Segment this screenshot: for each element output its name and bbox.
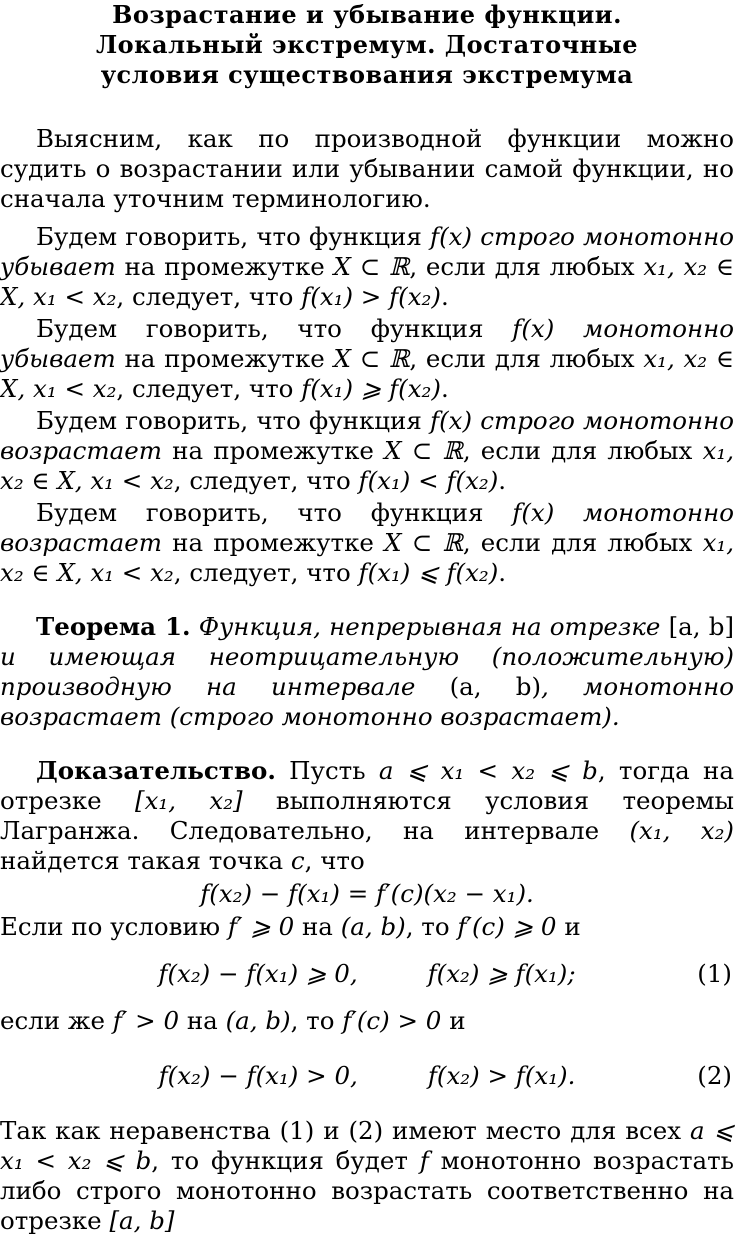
- definition-strictly-decreasing: Будем говорить, что функция f(x) строго монотонно убывает на промежутке X ⊂ ℝ, если для любых x₁, x₂ ∈ X, x₁ < x₂, следует, что f(x₁) > f(x₂).: [0, 222, 735, 311]
- theorem-label: Теорема 1.: [36, 612, 191, 641]
- definition-strictly-increasing: Будем говорить, что функция f(x) строго монотонно возрастает на промежутке X ⊂ ℝ, если для любых x₁, x₂ ∈ X, x₁ < x₂, следует, что f(x₁) < f(x₂).: [0, 406, 734, 495]
- definition-term: строго монотонно убывает: [0, 222, 734, 281]
- proof-paragraph: Доказательство. Пусть a ⩽ x₁ < x₂ ⩽ b, тогда на отрезке [x₁, x₂] выполняются условия теоремы Лагранжа. Следовательно, на интервале (x₁, x₂) найдется такая точка c, что: [0, 756, 735, 875]
- equation-2: f(x₂) − f(x₁) > 0, f(x₂) > f(x₁). (2): [0, 1044, 734, 1108]
- equation-number: (1): [697, 959, 732, 988]
- lagrange-formula: f(x₂) − f(x₁) = f′(c)(x₂ − x₁).: [200, 879, 534, 908]
- definition-term: монотонно возрастает: [0, 498, 735, 557]
- title-line-2: Локальный экстремум. Достаточные: [95, 30, 639, 59]
- intro-paragraph: Выясним, как по производной функции можно судить о возрастании или убывании самой функции, но сначала уточним терминологию.: [0, 124, 734, 213]
- equation-number: (2): [697, 1061, 732, 1090]
- condition-positive: если же f′ > 0 на (a, b), то f′(c) > 0 и: [0, 1006, 466, 1035]
- conclusion-paragraph: Так как неравенства (1) и (2) имеют место для всех a ⩽ x₁ < x₂ ⩽ b, то функция будет f монотонно возрастать либо строго монотонно возрастать соответственно на отрезке [a, b]: [0, 1116, 734, 1235]
- equation-1: f(x₂) − f(x₁) ⩾ 0, f(x₂) ⩾ f(x₁); (1): [0, 942, 734, 1006]
- definition-decreasing: Будем говорить, что функция f(x) монотонно убывает на промежутке X ⊂ ℝ, если для любых x₁, x₂ ∈ X, x₁ < x₂, следует, что f(x₁) ⩾ f(x₂).: [0, 314, 735, 403]
- definition-term: монотонно убывает: [0, 314, 735, 373]
- section-title: [0, 0, 734, 90]
- condition-nonnegative: Если по условию f′ ⩾ 0 на (a, b), то f′(c) ⩾ 0 и: [0, 912, 581, 941]
- title-line-3: условия существования экстремума: [100, 60, 634, 89]
- title-line-1: Возрастание и убывание функции.: [112, 0, 622, 29]
- theorem-1: Теорема 1. Функция, непрерывная на отрезке [a, b] и имеющая неотрицательную (положительную) производную на интервале (a, b), монотонно возрастает (строго монотонно возрастает).: [0, 612, 735, 731]
- definition-increasing: Будем говорить, что функция f(x) монотонно возрастает на промежутке X ⊂ ℝ, если для любых x₁, x₂ ∈ X, x₁ < x₂, следует, что f(x₁) ⩽ f(x₂).: [0, 498, 735, 587]
- proof-label: Доказательство.: [36, 756, 276, 785]
- definition-term: строго монотонно возрастает: [0, 406, 734, 465]
